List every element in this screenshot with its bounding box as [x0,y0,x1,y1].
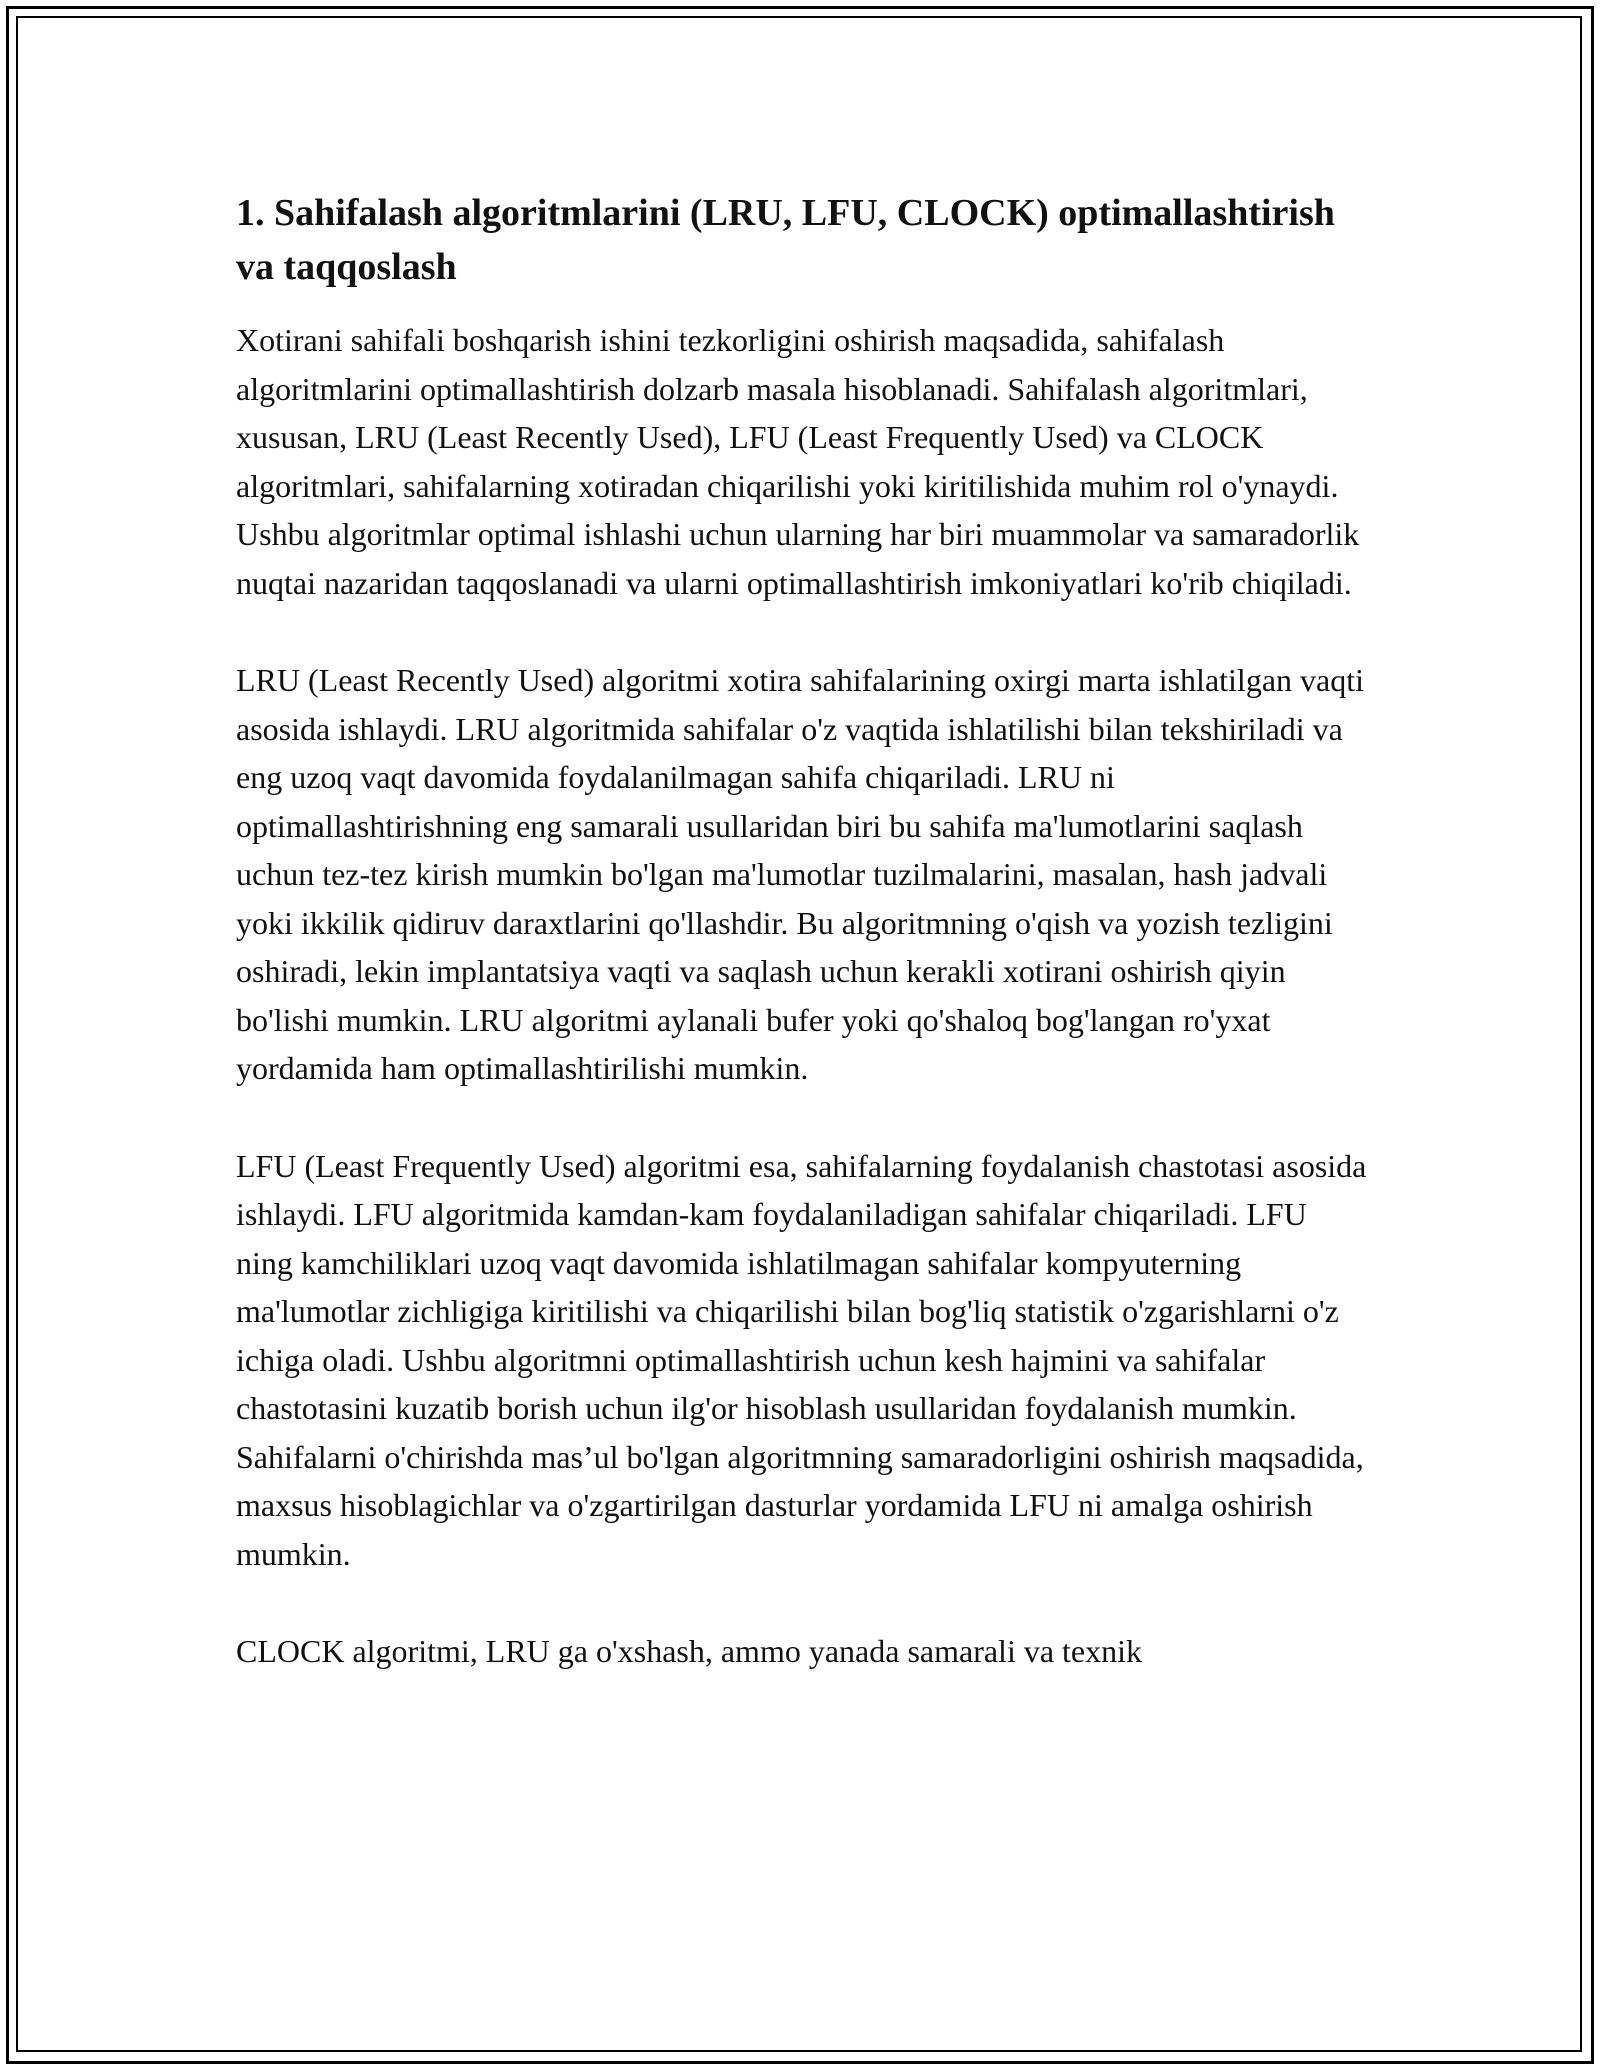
document-body [236,186,1370,1725]
paragraph-clock: CLOCK algoritmi, LRU ga o'xshash, ammo yanada samarali va texnik [236,1633,1143,1669]
paragraph-lru: LRU (Least Recently Used) algoritmi xotira sahifalarining oxirgi marta ishlatilgan vaqti asosida ishlaydi. LRU algoritmida sahifalar o'z vaqtida ishlatilishi bilan tekshiriladi va eng uzoq vaqt davomida foydalanilmagan sahifa chiqariladi. LRU ni optimallashtirishning eng samarali usullaridan biri bu sahifa ma'lumotlarini saqlash uchun tez-tez kirish mumkin bo'lgan ma'lumotlar tuzilmalarini, masalan, hash jadvali yoki ikkilik qidiruv daraxtlarini qo'llashdir. Bu algoritmning o'qish va yozish tezligini oshiradi, lekin implantatsiya vaqti va saqlash uchun kerakli xotirani oshirish qiyin bo'lishi mumkin. LRU algoritmi aylanali bufer yoki qo'shaloq bog'langan ro'yxat yordamida ham optimallashtirilishi mumkin. [236,662,1364,1086]
paragraph-lfu: LFU (Least Frequently Used) algoritmi esa, sahifalarning foydalanish chastotasi asosida ishlaydi. LFU algoritmida kamdan-kam foydalaniladigan sahifalar chiqariladi. LFU ning kamchiliklari uzoq vaqt davomida ishlatilmagan sahifalar kompyuterning ma'lumotlar zichligiga kiritilishi va chiqarilishi bilan bog'liq statistik o'zgarishlarni o'z ichiga oladi. Ushbu algoritmni optimallashtirish uchun kesh hajmini va sahifalar chastotasini kuzatib borish uchun ilg'or hisoblash usullaridan foydalanish mumkin. Sahifalarni o'chirishda mas’ul bo'lgan algoritmning samaradorligini oshirish maqsadida, maxsus hisoblagichlar va o'zgartirilgan dasturlar yordamida LFU ni amalga oshirish mumkin. [236,1147,1367,1572]
document-title: 1. Sahifalash algoritmlarini (LRU, LFU, CLOCK) optimallashtirish va taqqoslash [236,192,1335,288]
paragraph-intro: Xotirani sahifali boshqarish ishini tezkorligini oshirish maqsadida, sahifalash algoritmlarini optimallashtirish dolzarb masala hisoblanadi. Sahifalash algoritmlari, xususan, LRU (Least Recently Used), LFU (Least Frequently Used) va CLOCK algoritmlari, sahifalarning xotiradan chiqarilishi yoki kiritilishida muhim rol o'ynaydi. Ushbu algoritmlar optimal ishlashi uchun ularning har biri muammolar va samaradorlik nuqtai nazaridan taqqoslanadi va ularni optimallashtirish imkoniyatlari ko'rib chiqiladi. [236,322,1360,601]
